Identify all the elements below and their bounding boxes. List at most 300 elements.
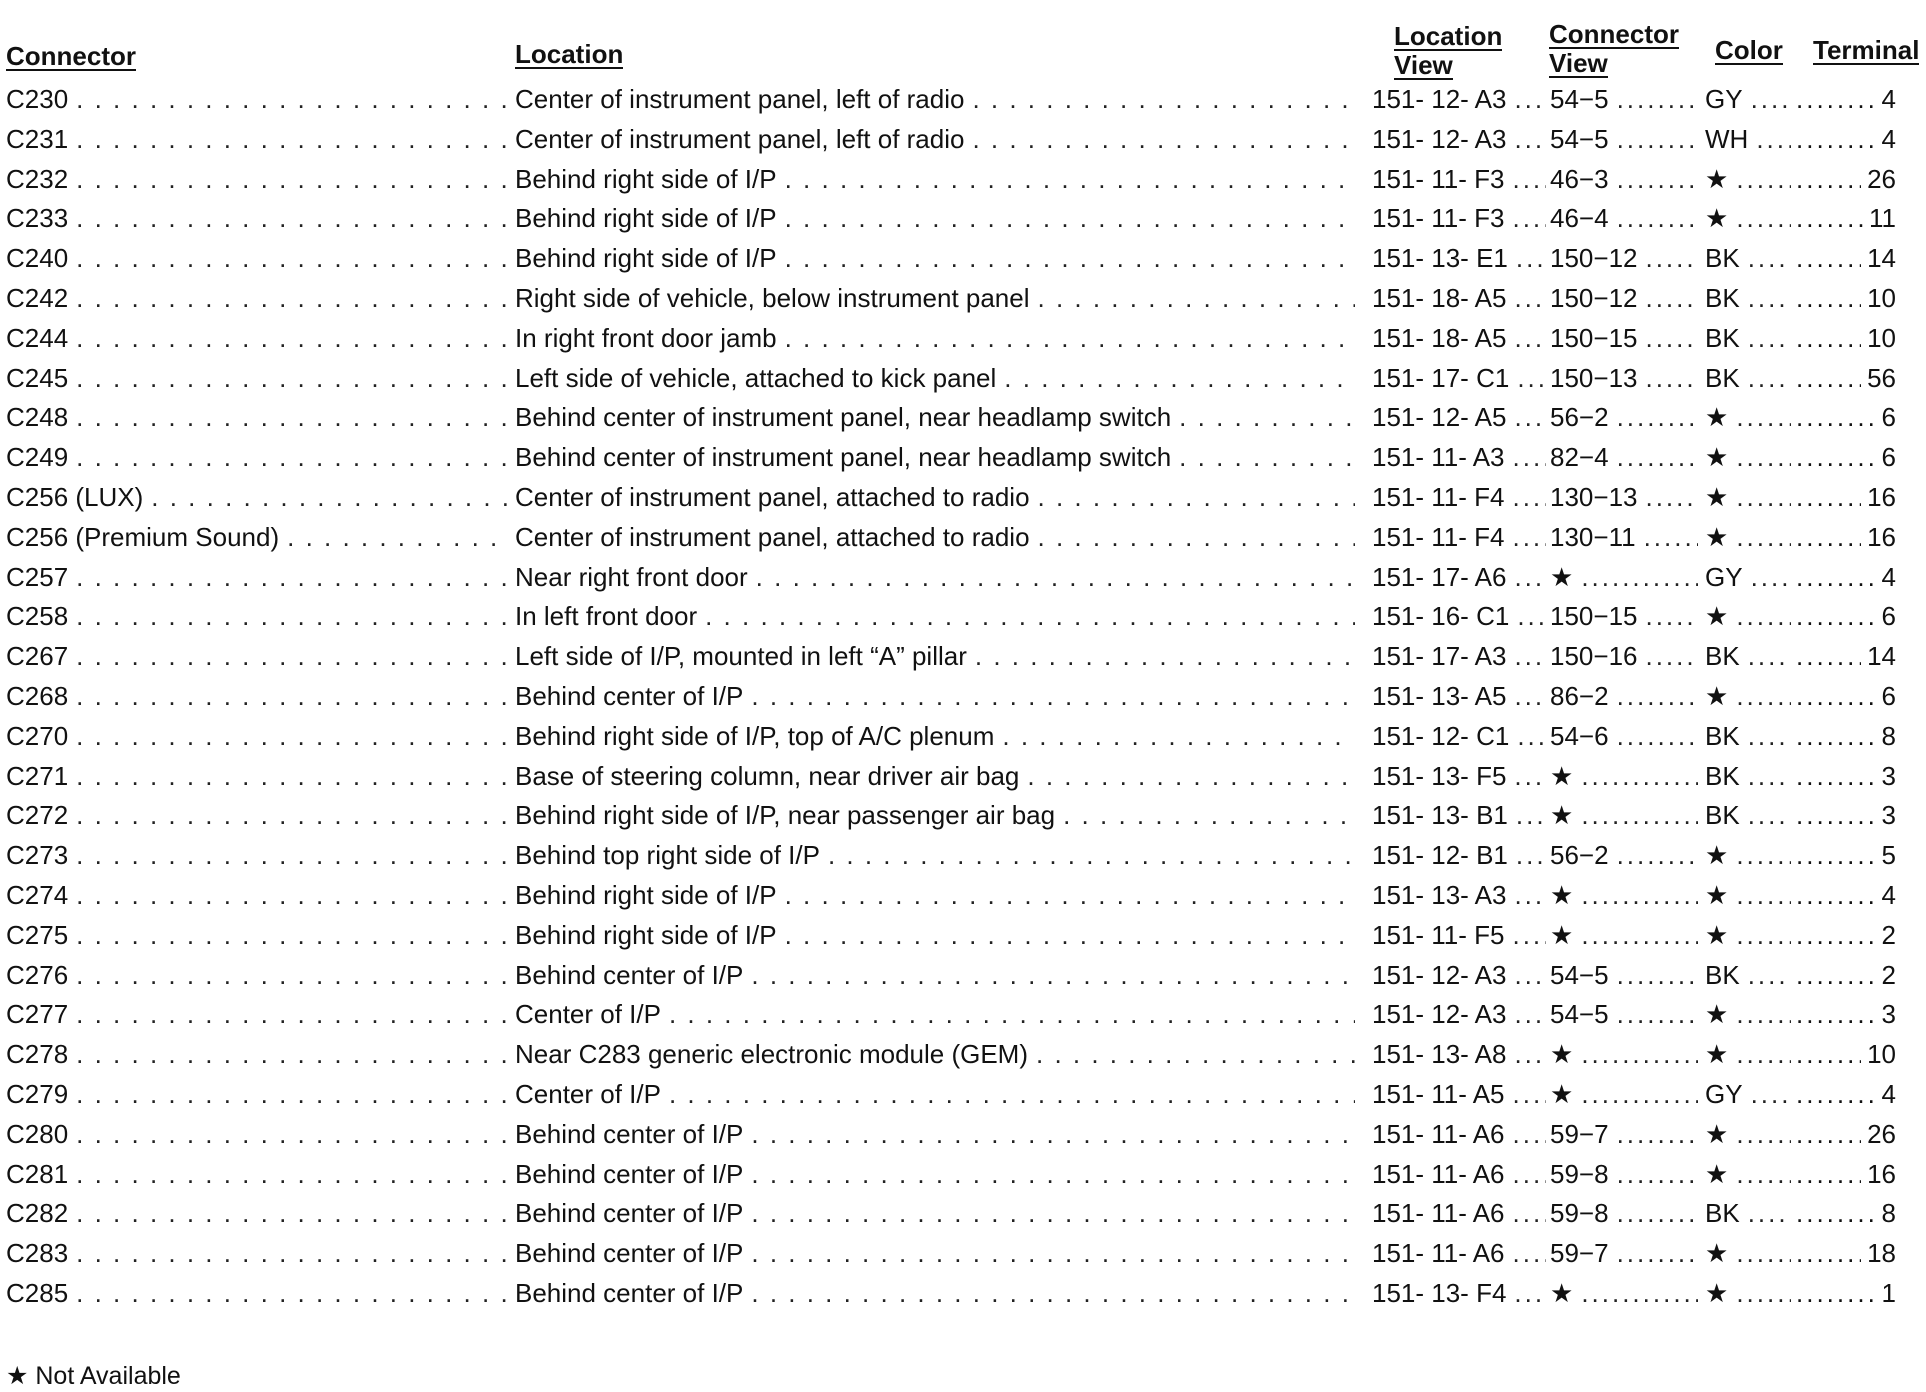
terminal-count-text: 4: [1881, 84, 1896, 114]
location-text: Center of I/P: [515, 1078, 661, 1109]
dot-leader: [1617, 1234, 1698, 1274]
location: [515, 677, 1355, 717]
wire-color-text: ★: [1705, 1277, 1729, 1308]
connector-view: [1550, 876, 1698, 916]
terminal-count: [1796, 637, 1914, 677]
table-row: [0, 597, 1926, 637]
connector-view: [1550, 478, 1698, 518]
terminal-count: [1796, 1115, 1914, 1155]
location-view-text: 151- 13- F4: [1372, 1277, 1507, 1308]
dot-leader: [1581, 876, 1698, 916]
connector-id-text: C276: [6, 959, 69, 990]
connector-id: [6, 677, 508, 717]
location-text: Center of instrument panel, left of radio: [515, 123, 965, 154]
connector-id-text: C249: [6, 442, 69, 473]
location-view: [1366, 438, 1546, 478]
wire-color: [1705, 796, 1791, 836]
connector-view-text: 56−2: [1550, 840, 1609, 871]
location-view-text: 151- 11- A6: [1372, 1118, 1505, 1149]
location-view: [1366, 1274, 1546, 1314]
dot-leader: [1736, 995, 1791, 1035]
location: [515, 1274, 1355, 1314]
wire-color-text: ★: [1705, 402, 1729, 433]
dot-leader: [1756, 120, 1791, 160]
location-text: Near C283 generic electronic module (GEM): [515, 1039, 1028, 1070]
wire-color: [1705, 995, 1791, 1035]
location-text: Behind center of instrument panel, near headlamp switch: [515, 402, 1172, 433]
location-text: Left side of I/P, mounted in left “A” pillar: [515, 641, 967, 672]
table-row: [0, 518, 1926, 558]
terminal-count-text: 5: [1881, 840, 1896, 871]
wire-color-text: ★: [1705, 879, 1729, 910]
connector-id-text: C271: [6, 760, 69, 791]
location: [515, 1155, 1355, 1195]
header-location: Location: [515, 39, 624, 69]
dot-leader: [1513, 1155, 1546, 1195]
location-view-text: 151- 13- A8: [1372, 1039, 1507, 1070]
dot-leader: [1796, 995, 1876, 1035]
dot-leader: [1796, 717, 1876, 757]
connector-id: [6, 1194, 508, 1234]
table-row: [0, 1155, 1926, 1195]
location-view-text: 151- 12- A3: [1372, 999, 1507, 1030]
dot-leader: [1516, 796, 1546, 836]
table-row: [0, 956, 1926, 996]
dot-leader: [76, 597, 508, 637]
connector-view-text: 59−8: [1550, 1198, 1609, 1229]
location-text: Behind center of instrument panel, near headlamp switch: [515, 442, 1172, 473]
dot-leader: [751, 1274, 1355, 1314]
connector-view: [1550, 956, 1698, 996]
dot-leader: [1736, 398, 1791, 438]
connector-view-text: 150−15: [1550, 322, 1638, 353]
dot-leader: [1063, 796, 1355, 836]
location: [515, 80, 1355, 120]
location-view: [1366, 717, 1546, 757]
terminal-count: [1796, 359, 1914, 399]
wire-color: [1705, 597, 1791, 637]
location: [515, 438, 1355, 478]
dot-leader: [1736, 597, 1791, 637]
connector-view: [1550, 1274, 1698, 1314]
connector-view: [1550, 597, 1698, 637]
dot-leader: [1748, 796, 1791, 836]
location-view-text: 151- 11- F3: [1372, 203, 1505, 234]
wire-color: [1705, 836, 1791, 876]
location-view-text: 151- 13- A5: [1372, 680, 1507, 711]
location: [515, 1234, 1355, 1274]
connector-id: [6, 1234, 508, 1274]
dot-leader: [76, 1035, 508, 1075]
dot-leader: [785, 239, 1355, 279]
location-view-text: 151- 11- F3: [1372, 163, 1505, 194]
dot-leader: [1581, 1075, 1698, 1115]
dot-leader: [76, 956, 508, 996]
dot-leader: [1516, 239, 1546, 279]
dot-leader: [1748, 359, 1791, 399]
dot-leader: [1748, 757, 1791, 797]
header-terminal: Terminal: [1813, 35, 1920, 65]
location-view: [1366, 1075, 1546, 1115]
connector-view: [1550, 319, 1698, 359]
connector-id-text: C233: [6, 203, 69, 234]
connector-id: [6, 398, 508, 438]
dot-leader: [1517, 717, 1546, 757]
wire-color: [1705, 120, 1791, 160]
dot-leader: [1751, 558, 1791, 598]
dot-leader: [1512, 478, 1546, 518]
location-view-text: 151- 18- A5: [1372, 282, 1507, 313]
wire-color: [1705, 518, 1791, 558]
connector-id: [6, 319, 508, 359]
connector-view: [1550, 1035, 1698, 1075]
location-view: [1366, 199, 1546, 239]
dot-leader: [1513, 1194, 1546, 1234]
terminal-count: [1796, 239, 1914, 279]
wire-color-text: ★: [1705, 999, 1729, 1030]
dot-leader: [1038, 478, 1355, 518]
terminal-count-text: 10: [1867, 1039, 1896, 1070]
connector-id: [6, 1115, 508, 1155]
terminal-count: [1796, 199, 1914, 239]
connector-view-text: 54−5: [1550, 123, 1609, 154]
dot-leader: [1736, 160, 1791, 200]
wire-color: [1705, 717, 1791, 757]
dot-leader: [1748, 1194, 1791, 1234]
connector-id: [6, 956, 508, 996]
location-view: [1366, 1035, 1546, 1075]
dot-leader: [1004, 359, 1355, 399]
connector-view-text: 46−3: [1550, 163, 1609, 194]
connector-view: [1550, 438, 1698, 478]
wire-color: [1705, 1194, 1791, 1234]
location-view: [1366, 279, 1546, 319]
connector-id: [6, 637, 508, 677]
connector-view-text: ★: [1550, 800, 1574, 831]
connector-id-text: C285: [6, 1277, 69, 1308]
table-row: [0, 836, 1926, 876]
connector-view: [1550, 518, 1698, 558]
connector-view: [1550, 1075, 1698, 1115]
table-row: [0, 1274, 1926, 1314]
connector-id: [6, 916, 508, 956]
connector-id-text: C267: [6, 641, 69, 672]
dot-leader: [751, 1115, 1355, 1155]
location-view: [1366, 1194, 1546, 1234]
terminal-count: [1796, 956, 1914, 996]
table-row: [0, 1115, 1926, 1155]
location-text: Behind right side of I/P: [515, 163, 777, 194]
connector-id-text: C244: [6, 322, 69, 353]
connector-view-text: 150−12: [1550, 282, 1638, 313]
terminal-count: [1796, 1274, 1914, 1314]
connector-view-text: 54−5: [1550, 999, 1609, 1030]
terminal-count-text: 56: [1867, 362, 1896, 393]
location-text: Behind right side of I/P: [515, 919, 777, 950]
dot-leader: [1038, 518, 1355, 558]
terminal-count: [1796, 478, 1914, 518]
dot-leader: [151, 478, 508, 518]
dot-leader: [1736, 478, 1791, 518]
wire-color-text: GY: [1705, 1078, 1743, 1109]
connector-view: [1550, 1194, 1698, 1234]
location-text: Center of instrument panel, left of radio: [515, 84, 965, 114]
connector-view: [1550, 80, 1698, 120]
location: [515, 160, 1355, 200]
dot-leader: [1617, 956, 1698, 996]
dot-leader: [1748, 637, 1791, 677]
dot-leader: [1027, 757, 1355, 797]
location: [515, 359, 1355, 399]
terminal-count: [1796, 1234, 1914, 1274]
terminal-count-text: 4: [1881, 879, 1896, 910]
location-view-text: 151- 11- F4: [1372, 521, 1505, 552]
dot-leader: [76, 160, 508, 200]
dot-leader: [76, 717, 508, 757]
dot-leader: [1645, 359, 1698, 399]
connector-id-text: C272: [6, 800, 69, 831]
location: [515, 1075, 1355, 1115]
wire-color: [1705, 80, 1791, 120]
dot-leader: [1617, 836, 1698, 876]
connector-id-text: C248: [6, 402, 69, 433]
wire-color-text: ★: [1705, 442, 1729, 473]
dot-leader: [1736, 1274, 1791, 1314]
terminal-count: [1796, 757, 1914, 797]
table-row: [0, 717, 1926, 757]
dot-leader: [76, 1234, 508, 1274]
dot-leader: [1796, 438, 1876, 478]
connector-id: [6, 717, 508, 757]
dot-leader: [1796, 916, 1876, 956]
location-view-text: 151- 12- A3: [1372, 959, 1507, 990]
dot-leader: [751, 1194, 1355, 1234]
location-text: In right front door jamb: [515, 322, 777, 353]
dot-leader: [1748, 956, 1791, 996]
dot-leader: [972, 80, 1355, 120]
dot-leader: [1514, 1274, 1546, 1314]
wire-color: [1705, 239, 1791, 279]
location-view-text: 151- 11- A5: [1372, 1078, 1505, 1109]
connector-view-text: 130−11: [1550, 521, 1636, 552]
dot-leader: [1617, 398, 1698, 438]
dot-leader: [1645, 279, 1698, 319]
dot-leader: [76, 199, 508, 239]
wire-color: [1705, 199, 1791, 239]
connector-view-text: ★: [1550, 919, 1574, 950]
dot-leader: [1645, 319, 1698, 359]
dot-leader: [1514, 995, 1546, 1035]
connector-id-text: C240: [6, 243, 69, 274]
location-view-text: 151- 13- B1: [1372, 800, 1508, 831]
dot-leader: [1796, 1274, 1876, 1314]
terminal-count: [1796, 1075, 1914, 1115]
location: [515, 1194, 1355, 1234]
terminal-count-text: 10: [1867, 282, 1896, 313]
location-text: Behind center of I/P: [515, 1238, 744, 1269]
dot-leader: [1581, 757, 1698, 797]
wire-color: [1705, 398, 1791, 438]
connector-view: [1550, 1155, 1698, 1195]
dot-leader: [1736, 876, 1791, 916]
dot-leader: [1796, 319, 1861, 359]
location-text: Behind center of I/P: [515, 1277, 744, 1308]
connector-view-text: 150−16: [1550, 641, 1638, 672]
connector-id-text: C278: [6, 1039, 69, 1070]
location-text: Behind right side of I/P: [515, 879, 777, 910]
wire-color-text: ★: [1705, 601, 1729, 632]
connector-id: [6, 279, 508, 319]
terminal-count-text: 4: [1881, 123, 1896, 154]
dot-leader: [1736, 1234, 1791, 1274]
terminal-count: [1796, 916, 1914, 956]
connector-view-text: ★: [1550, 879, 1574, 910]
location-text: Behind center of I/P: [515, 680, 744, 711]
location-view: [1366, 478, 1546, 518]
connector-view-text: ★: [1550, 1039, 1574, 1070]
location-view-text: 151- 11- F4: [1372, 481, 1505, 512]
location-view: [1366, 637, 1546, 677]
wire-color-text: WH: [1705, 123, 1749, 154]
dot-leader: [1514, 279, 1546, 319]
dot-leader: [1514, 319, 1546, 359]
terminal-count: [1796, 80, 1914, 120]
dot-leader: [1796, 199, 1863, 239]
table-row: [0, 876, 1926, 916]
dot-leader: [76, 995, 508, 1035]
connector-view-text: ★: [1550, 760, 1574, 791]
location-view: [1366, 359, 1546, 399]
dot-leader: [975, 637, 1355, 677]
footnote-not-available: ★ Not Available: [6, 1362, 181, 1390]
wire-color: [1705, 319, 1791, 359]
header-location-view: Location View: [1394, 21, 1503, 80]
dot-leader: [1751, 1075, 1791, 1115]
connector-id: [6, 359, 508, 399]
dot-leader: [1512, 199, 1546, 239]
connector-view: [1550, 796, 1698, 836]
connector-view: [1550, 199, 1698, 239]
dot-leader: [785, 916, 1355, 956]
dot-leader: [1736, 1115, 1791, 1155]
wire-color-text: BK: [1705, 243, 1740, 274]
dot-leader: [1796, 478, 1861, 518]
dot-leader: [1513, 1234, 1546, 1274]
connector-view-text: 59−7: [1550, 1238, 1609, 1269]
location-view-text: 151- 11- A6: [1372, 1198, 1505, 1229]
dot-leader: [1038, 279, 1355, 319]
wire-color-text: ★: [1705, 203, 1729, 234]
location: [515, 478, 1355, 518]
location-view-text: 151- 16- C1: [1372, 601, 1510, 632]
terminal-count-text: 4: [1881, 1078, 1896, 1109]
location-view: [1366, 796, 1546, 836]
dot-leader: [1617, 438, 1698, 478]
connector-id: [6, 597, 508, 637]
wire-color-text: ★: [1705, 1118, 1729, 1149]
location-text: Behind top right side of I/P: [515, 840, 820, 871]
wire-color-text: ★: [1705, 1039, 1729, 1070]
connector-view-text: 54−5: [1550, 84, 1609, 114]
dot-leader: [1736, 518, 1791, 558]
terminal-count: [1796, 558, 1914, 598]
terminal-count: [1796, 438, 1914, 478]
wire-color-text: GY: [1705, 561, 1743, 592]
location-text: Center of instrument panel, attached to radio: [515, 521, 1030, 552]
dot-leader: [76, 438, 508, 478]
dot-leader: [1179, 398, 1355, 438]
terminal-count-text: 8: [1881, 1198, 1896, 1229]
dot-leader: [76, 637, 508, 677]
location-view-text: 151- 11- F5: [1372, 919, 1505, 950]
dot-leader: [1645, 478, 1698, 518]
connector-view-text: 130−13: [1550, 481, 1638, 512]
dot-leader: [1514, 80, 1546, 120]
dot-leader: [76, 1115, 508, 1155]
location-view: [1366, 558, 1546, 598]
dot-leader: [1617, 995, 1698, 1035]
table-row: [0, 438, 1926, 478]
location-view-text: 151- 11- A6: [1372, 1158, 1505, 1189]
table-row: [0, 80, 1926, 120]
wire-color-text: ★: [1705, 1238, 1729, 1269]
location-view: [1366, 876, 1546, 916]
wire-color-text: ★: [1705, 521, 1729, 552]
dot-leader: [1514, 956, 1546, 996]
terminal-count-text: 6: [1881, 402, 1896, 433]
dot-leader: [1748, 239, 1791, 279]
dot-leader: [1796, 1075, 1876, 1115]
dot-leader: [287, 518, 508, 558]
table-row: [0, 239, 1926, 279]
dot-leader: [76, 359, 508, 399]
table-row: [0, 398, 1926, 438]
wire-color: [1705, 956, 1791, 996]
terminal-count: [1796, 279, 1914, 319]
dot-leader: [76, 279, 508, 319]
dot-leader: [669, 1075, 1355, 1115]
dot-leader: [1796, 279, 1861, 319]
dot-leader: [1796, 160, 1861, 200]
dot-leader: [1796, 558, 1876, 598]
header-connector: Connector: [6, 41, 136, 71]
connector-view-text: 150−13: [1550, 362, 1638, 393]
dot-leader: [76, 1194, 508, 1234]
dot-leader: [1617, 717, 1698, 757]
terminal-count-text: 26: [1867, 163, 1896, 194]
terminal-count-text: 16: [1867, 481, 1896, 512]
dot-leader: [1736, 916, 1791, 956]
location-view-text: 151- 11- A6: [1372, 1238, 1505, 1269]
location-text: Center of I/P: [515, 999, 661, 1030]
dot-leader: [1645, 239, 1698, 279]
connector-id-text: C242: [6, 282, 69, 313]
dot-leader: [76, 1075, 508, 1115]
wire-color-text: BK: [1705, 760, 1740, 791]
location: [515, 199, 1355, 239]
connector-id: [6, 478, 508, 518]
wire-color: [1705, 558, 1791, 598]
dot-leader: [76, 80, 508, 120]
connector-id-text: C282: [6, 1198, 69, 1229]
dot-leader: [1581, 1274, 1698, 1314]
dot-leader: [1513, 438, 1546, 478]
terminal-count-text: 2: [1881, 919, 1896, 950]
dot-leader: [1736, 836, 1791, 876]
location: [515, 518, 1355, 558]
location: [515, 757, 1355, 797]
dot-leader: [1514, 637, 1546, 677]
